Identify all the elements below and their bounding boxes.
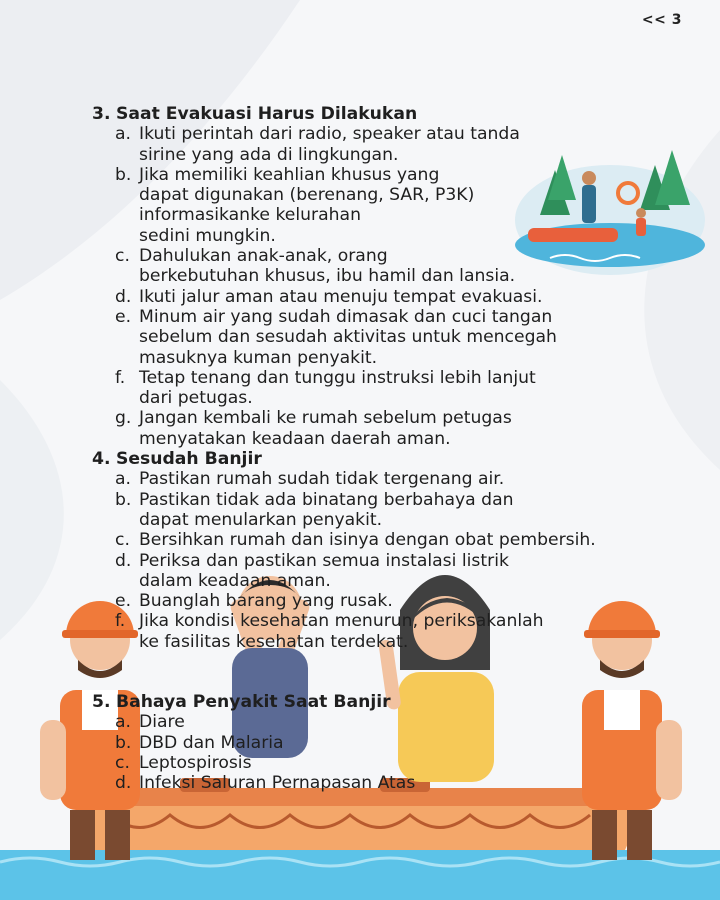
section-title: Saat Evakuasi Harus Dilakukan	[116, 104, 418, 124]
item-line: masuknya kuman penyakit.	[139, 347, 378, 368]
item-letter: a.	[115, 712, 131, 733]
item-list	[92, 124, 692, 449]
item-line: Infeksi Saluran Pernapasan Atas	[139, 773, 416, 794]
section-title: Bahaya Penyakit Saat Banjir	[116, 692, 391, 713]
section-number: 4.	[92, 449, 111, 470]
item-line: ke fasilitas kesehatan terdekat.	[139, 631, 409, 652]
item-line: DBD dan Malaria	[139, 732, 284, 753]
item-line: Minum air yang sudah dimasak dan cuci tangan	[139, 306, 553, 327]
item-line: Jika kondisi kesehatan menurun, periksakanlah	[139, 611, 544, 632]
item-line: Buanglah barang yang rusak.	[139, 591, 393, 612]
list-item	[115, 733, 692, 753]
item-line: informasikanke kelurahan	[139, 205, 361, 226]
item-line: Ikuti jalur aman atau menuju tempat evakuasi.	[139, 286, 543, 307]
item-line: sedini mungkin.	[139, 225, 276, 246]
item-letter: c.	[115, 530, 130, 551]
list-item	[115, 165, 692, 246]
list-item	[115, 490, 692, 531]
list-item	[115, 530, 692, 550]
item-letter: e.	[115, 306, 132, 327]
section-number: 3.	[92, 104, 111, 124]
item-letter: b.	[115, 164, 132, 185]
section-sesudah-banjir	[92, 449, 692, 652]
item-line: Pastikan rumah sudah tidak tergenang air.	[139, 469, 505, 490]
item-line: dapat menularkan penyakit.	[139, 509, 383, 530]
item-line: Tetap tenang dan tunggu instruksi lebih lanjut	[139, 367, 536, 388]
item-line: berkebutuhan khusus, ibu hamil dan lansia.	[139, 266, 516, 287]
item-letter: d.	[115, 286, 132, 307]
page-indicator[interactable]: << 3	[641, 12, 682, 28]
section-evakuasi	[92, 104, 692, 449]
document-content	[92, 104, 692, 794]
item-line: Dahulukan anak-anak, orang	[139, 246, 388, 267]
item-letter: e.	[115, 591, 132, 612]
list-item	[115, 469, 692, 489]
item-letter: g.	[115, 408, 132, 429]
item-letter: a.	[115, 469, 131, 490]
item-line: Diare	[139, 712, 185, 733]
item-letter: f.	[115, 367, 126, 388]
item-list	[92, 712, 692, 793]
item-line: dari petugas.	[139, 388, 253, 409]
item-list	[92, 469, 692, 652]
item-line: Jangan kembali ke rumah sebelum petugas	[139, 408, 512, 429]
item-letter: a.	[115, 124, 131, 145]
item-line: Pastikan tidak ada binatang berbahaya dan	[139, 489, 514, 510]
item-line: sirine yang ada di lingkungan.	[139, 144, 399, 165]
list-item	[115, 368, 692, 409]
item-line: Jika memiliki keahlian khusus yang	[139, 164, 440, 185]
item-line: Periksa dan pastikan semua instalasi listrik	[139, 550, 509, 571]
item-line: menyatakan keadaan daerah aman.	[139, 428, 451, 449]
list-item	[115, 773, 692, 793]
list-item	[115, 753, 692, 773]
section-title: Sesudah Banjir	[116, 449, 262, 470]
item-line: Bersihkan rumah dan isinya dengan obat pembersih.	[139, 530, 596, 551]
list-item	[115, 246, 692, 287]
list-item	[115, 408, 692, 449]
list-item	[115, 287, 692, 307]
section-number: 5.	[92, 692, 111, 713]
item-letter: c.	[115, 752, 130, 773]
list-item	[115, 591, 692, 611]
item-line: Leptospirosis	[139, 752, 252, 773]
list-item	[115, 551, 692, 592]
item-letter: b.	[115, 732, 132, 753]
item-line: Ikuti perintah dari radio, speaker atau tanda	[139, 124, 520, 145]
list-item	[115, 307, 692, 368]
list-item	[115, 712, 692, 732]
section-bahaya-penyakit	[92, 692, 692, 793]
item-letter: c.	[115, 246, 130, 267]
item-letter: d.	[115, 550, 132, 571]
item-letter: d.	[115, 773, 132, 794]
item-line: sebelum dan sesudah aktivitas untuk mencegah	[139, 327, 557, 348]
item-letter: b.	[115, 489, 132, 510]
list-item	[115, 611, 692, 652]
item-line: dapat digunakan (berenang, SAR, P3K)	[139, 185, 475, 206]
list-item	[115, 124, 692, 165]
item-line: dalam keadaan aman.	[139, 570, 331, 591]
item-letter: f.	[115, 611, 126, 632]
